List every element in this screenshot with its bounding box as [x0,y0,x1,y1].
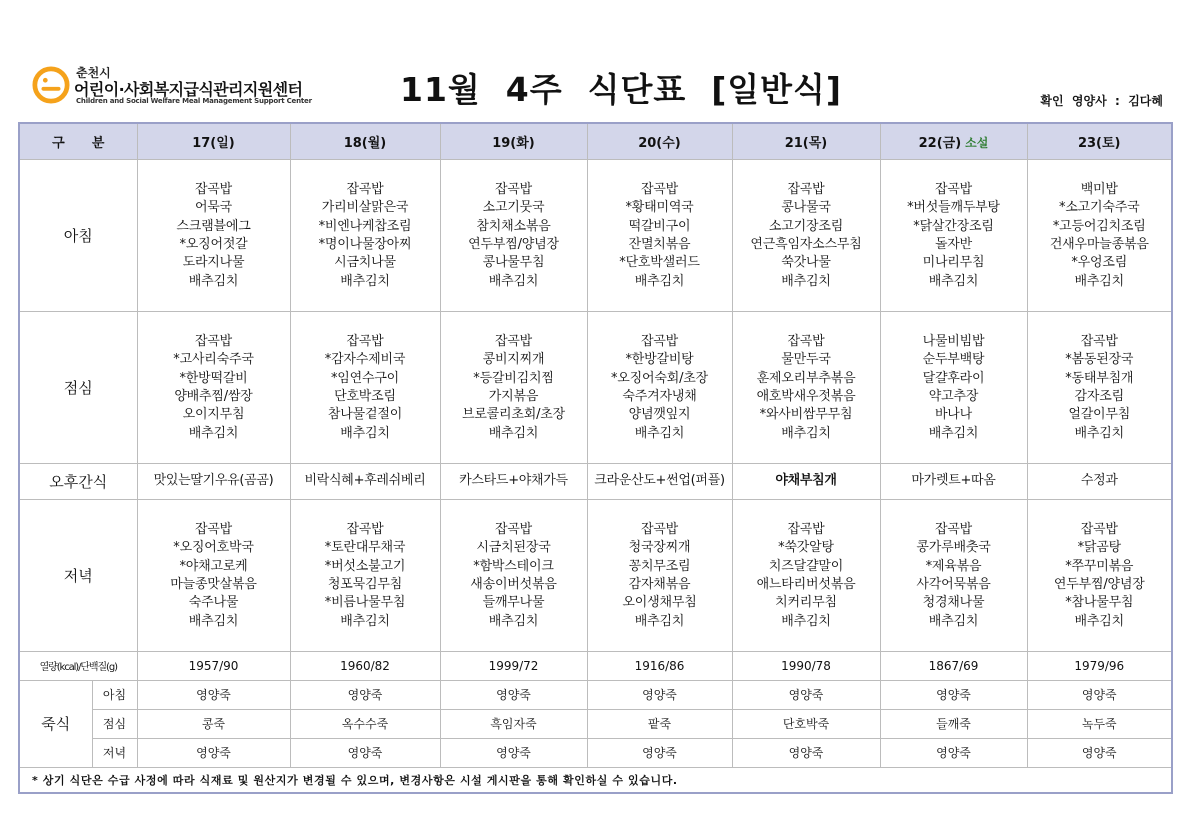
day-header [587,123,732,159]
snack-cell: 맛있는딸기우유(곰곰) [137,463,290,499]
energy-cell: 1999/72 [440,651,587,680]
menu-item: 청포묵김무침 [327,577,403,592]
footnote: * 상기 식단은 수급 사정에 따라 식재료 및 원산지가 변경될 수 있으며, 변경사항은 시설 게시판을 통해 확인하실 수 있습니다. [19,767,1172,793]
menu-item: 새송이버섯볶음 [470,577,557,592]
menu-item: 청국장찌개 [628,540,691,556]
energy-cell: 1957/90 [137,651,290,680]
menu-item: *우엉조림 [1071,255,1128,271]
dietitian-confirm: 확인 영양사 : 김다혜 [1040,94,1163,108]
breakfast-menu-cell [732,159,880,311]
row-label-dinner: 저녁 [19,499,137,651]
breakfast-menu-cell [880,159,1027,311]
breakfast-row [19,159,1172,311]
energy-cell: 1916/86 [587,651,732,680]
center-logo [32,62,332,112]
menu-item: 잡곡밥 [1080,334,1118,350]
menu-item: *쑥갓알탕 [778,540,834,556]
lunch-menu-cell [137,311,290,463]
menu-item: 배추김치 [781,613,831,629]
row-label-snack: 오후간식 [19,463,137,499]
menu-item: *고사리숙주국 [173,352,254,368]
energy-cell: 1990/78 [732,651,880,680]
menu-item: 건새우마늘종볶음 [1049,237,1149,252]
menu-item: 배추김치 [1074,273,1124,289]
breakfast-menu-cell [1027,159,1172,311]
porridge-cell: 옥수수죽 [290,709,440,738]
menu-item: 잡곡밥 [787,182,825,198]
menu-item: 애호박새우젓볶음 [756,389,856,404]
porridge-row [19,680,1172,709]
menu-item: 오이생채무침 [622,595,697,611]
menu-item: *함박스테이크 [473,558,554,574]
menu-item: 꽁치무조림 [628,558,691,574]
porridge-cell: 흑임자죽 [440,709,587,738]
menu-item: 배추김치 [1074,613,1124,629]
menu-item: 잡곡밥 [346,334,384,350]
menu-item: 배추김치 [928,613,979,629]
energy-cell: 1960/82 [290,651,440,680]
menu-item: 소고기뭇국 [482,200,545,216]
logo-name: 어린이·사회복지급식관리지원센터 [74,80,303,99]
menu-item: *동태부침개 [1065,370,1134,386]
day-label: 18(월) [343,135,387,151]
menu-item: 바나나 [934,407,973,423]
menu-item: *버섯들깨두부탕 [907,200,1000,216]
menu-item: 얼갈이무침 [1068,407,1131,423]
menu-item: 잡곡밥 [346,182,384,198]
menu-item: 배추김치 [188,425,239,441]
menu-item: 연두부찜/양념장 [1053,577,1145,592]
menu-item: 연두부찜/양념장 [468,237,559,252]
menu-item: *한방떡갈비 [179,370,248,386]
logo-city: 춘천시 [76,66,111,80]
menu-item: 배추김치 [634,425,685,441]
menu-item: 사각어묵볶음 [916,577,991,592]
porridge-cell: 녹두죽 [1027,709,1172,738]
menu-item: *닭곰탕 [1077,540,1121,556]
menu-item: 가지볶음 [488,389,539,404]
menu-item: 참치채소볶음 [476,218,551,234]
menu-item: 잡곡밥 [640,522,679,538]
menu-item: 배추김치 [634,613,685,629]
porridge-row [19,709,1172,738]
day-label: 19(화) [492,135,535,151]
menu-item: 배추김치 [781,273,831,289]
porridge-cell: 영양죽 [1027,738,1172,767]
menu-item: *와사비쌈무무침 [759,407,853,423]
menu-item: 들깨무나물 [482,595,545,611]
porridge-cell: 들깨죽 [880,709,1027,738]
menu-item: *쭈꾸미볶음 [1065,558,1134,574]
menu-item: *명이나물장아찌 [318,237,412,252]
snack-cell: 수정과 [1027,463,1172,499]
menu-item: 배추김치 [928,425,979,441]
dinner-menu-cell [1027,499,1172,651]
menu-item: 치즈달걀말이 [768,558,844,574]
menu-table [18,122,1173,794]
menu-item: 연근흑임자소스무침 [750,237,862,252]
menu-item: 배추김치 [928,273,979,289]
snack-cell: 야채부침개 [732,463,880,499]
holiday-note: 소설 [965,135,989,150]
menu-item: 배추김치 [488,273,539,289]
energy-cell: 1867/69 [880,651,1027,680]
menu-item: *참나물무침 [1065,595,1134,611]
menu-item: 스크램블에그 [176,218,251,234]
menu-item: *봄동된장국 [1065,352,1134,368]
energy-cell: 1979/96 [1027,651,1172,680]
menu-item: *단호박샐러드 [619,255,700,271]
page-title: 11월 4주 식단표 [일반식] [400,70,843,109]
menu-item: 배추김치 [188,613,239,629]
menu-item: 브로콜리초회/초장 [461,407,566,423]
menu-item: 미나리무침 [922,255,985,271]
porridge-cell: 콩죽 [137,709,290,738]
menu-item: 잡곡밥 [640,182,679,198]
dinner-menu-cell [137,499,290,651]
menu-item: 청경채나물 [922,595,985,611]
menu-item: 단호박조림 [334,389,396,404]
day-label: 20(수) [638,135,681,151]
menu-item: 잡곡밥 [494,334,533,350]
menu-item: 잔멸치볶음 [628,237,691,252]
lunch-menu-cell [290,311,440,463]
menu-item: *황태미역국 [625,200,694,216]
menu-item: 돌자반 [934,237,973,252]
smiley-logo-icon [32,66,70,104]
lunch-menu-cell [587,311,732,463]
porridge-cell: 영양죽 [440,680,587,709]
menu-item: *등갈비김치찜 [473,370,554,386]
menu-item: 잡곡밥 [494,522,533,538]
menu-item: 잡곡밥 [1080,522,1118,538]
menu-item: 배추김치 [340,613,390,629]
snack-cell: 크라운산도+썬업(퍼플) [587,463,732,499]
header-row [19,123,1172,159]
porridge-cell: 단호박죽 [732,709,880,738]
day-label: 22(금) [918,135,962,151]
menu-item: 달걀후라이 [922,370,985,386]
menu-item: 어묵국 [194,200,233,216]
menu-item: 애느타리버섯볶음 [756,577,856,592]
menu-item: *닭살간장조림 [913,218,994,234]
lunch-menu-cell [440,311,587,463]
breakfast-menu-cell [440,159,587,311]
lunch-row [19,311,1172,463]
menu-item: 잡곡밥 [346,522,384,538]
row-label-porridge: 죽식 [19,680,92,767]
menu-item: *제육볶음 [925,558,982,574]
dinner-menu-cell [587,499,732,651]
lunch-menu-cell [732,311,880,463]
menu-item: 잡곡밥 [934,522,973,538]
porridge-cell: 영양죽 [732,738,880,767]
menu-item: 잡곡밥 [194,522,233,538]
menu-item: 잡곡밥 [494,182,533,198]
menu-item: 쑥갓나물 [781,255,831,271]
menu-item: 잡곡밥 [787,522,825,538]
menu-item: 콩비지찌개 [482,352,545,368]
menu-item: *오징어숙회/초장 [611,370,708,386]
menu-item: *토란대무채국 [324,540,406,556]
day-label: 23(토) [1077,135,1121,151]
menu-item: 가리비살맑은국 [321,200,409,216]
menu-item: 숙주겨자냉채 [622,389,697,404]
menu-item: 치커리무침 [775,595,837,611]
menu-item: *야채고로케 [179,558,248,574]
dinner-menu-cell [440,499,587,651]
row-label-energy: 열량(kcal)/단백질(g) [19,651,137,680]
day-label: 21(목) [784,135,828,151]
menu-item: 숙주나물 [188,595,239,611]
menu-item: *소고기숙주국 [1059,200,1140,216]
porridge-sublabel: 점심 [92,709,137,738]
menu-item: 참나물겉절이 [327,407,403,423]
corner-label: 구 분 [19,123,137,159]
menu-item: 배추김치 [188,273,239,289]
menu-item: 약고추장 [928,389,979,404]
day-label: 17(일) [192,135,235,151]
lunch-menu-cell [880,311,1027,463]
menu-item: 배추김치 [488,613,539,629]
porridge-cell: 영양죽 [1027,680,1172,709]
menu-item: 감자채볶음 [628,577,691,592]
menu-item: *감자수제비국 [324,352,406,368]
porridge-cell: 영양죽 [137,680,290,709]
porridge-cell: 영양죽 [290,680,440,709]
menu-item: 떡갈비구이 [628,218,691,234]
porridge-row [19,738,1172,767]
dinner-row [19,499,1172,651]
footnote-row [19,767,1172,793]
menu-item: 잡곡밥 [934,182,973,198]
porridge-cell: 영양죽 [587,680,732,709]
row-label-lunch: 점심 [19,311,137,463]
dinner-menu-cell [732,499,880,651]
porridge-sublabel: 저녁 [92,738,137,767]
menu-item: 양념깻잎지 [628,407,691,423]
menu-item: 배추김치 [488,425,539,441]
menu-item: 잡곡밥 [640,334,679,350]
porridge-cell: 영양죽 [732,680,880,709]
menu-item: *오징어젓갈 [179,237,248,252]
menu-item: 잡곡밥 [194,334,233,350]
day-header [137,123,290,159]
menu-item: 콩나물국 [781,200,831,216]
menu-item: 배추김치 [781,425,831,441]
breakfast-menu-cell [290,159,440,311]
menu-item: *비엔나케찹조림 [318,218,412,234]
menu-item: 훈제오리부추볶음 [756,370,856,386]
menu-item: 도라지나물 [182,255,245,271]
menu-item: 잡곡밥 [194,182,233,198]
menu-item: *비름나물무침 [324,595,406,611]
menu-item: 순두부백탕 [922,352,985,368]
menu-item: 소고기장조림 [768,218,844,234]
menu-item: 배추김치 [1074,425,1124,441]
snack-cell: 마가렛트+따옴 [880,463,1027,499]
dinner-menu-cell [290,499,440,651]
row-label-breakfast: 아침 [19,159,137,311]
day-header [880,123,1027,159]
menu-item: 콩나물무침 [482,255,545,271]
menu-item: *한방갈비탕 [625,352,694,368]
menu-item: *임연수구이 [330,370,400,386]
porridge-cell: 영양죽 [440,738,587,767]
porridge-cell: 영양죽 [290,738,440,767]
porridge-cell: 영양죽 [587,738,732,767]
menu-item: 감자조림 [1074,389,1124,404]
menu-item: 잡곡밥 [787,334,825,350]
menu-item: 마늘종맛살볶음 [170,577,257,592]
menu-item: 시금치나물 [334,255,396,271]
logo-english-name: Children and Social Welfare Meal Management Support Center [76,97,312,105]
porridge-cell: 영양죽 [137,738,290,767]
snack-row [19,463,1172,499]
day-header [1027,123,1172,159]
porridge-cell: 팥죽 [587,709,732,738]
dinner-menu-cell [880,499,1027,651]
breakfast-menu-cell [587,159,732,311]
porridge-sublabel: 아침 [92,680,137,709]
menu-item: 나물비빔밥 [922,334,985,350]
menu-item: *고등어김치조림 [1052,218,1146,234]
menu-item: 시금치된장국 [476,540,551,556]
lunch-menu-cell [1027,311,1172,463]
menu-item: *오징어호박국 [173,540,254,556]
day-header [290,123,440,159]
breakfast-menu-cell [137,159,290,311]
menu-item: 양배추찜/쌈장 [174,389,253,404]
energy-row [19,651,1172,680]
porridge-cell: 영양죽 [880,680,1027,709]
menu-item: 배추김치 [634,273,685,289]
porridge-cell: 영양죽 [880,738,1027,767]
snack-cell: 카스타드+야채가득 [440,463,587,499]
menu-item: 콩가루배춧국 [916,540,991,556]
menu-item: 백미밥 [1080,182,1118,198]
menu-item: 오이지무침 [182,407,245,423]
day-header [440,123,587,159]
snack-cell: 비락식혜+후레쉬베리 [290,463,440,499]
menu-item: 물만두국 [781,352,831,368]
menu-item: 배추김치 [340,425,390,441]
menu-item: *버섯소불고기 [324,558,406,574]
menu-item: 배추김치 [340,273,390,289]
day-header [732,123,880,159]
